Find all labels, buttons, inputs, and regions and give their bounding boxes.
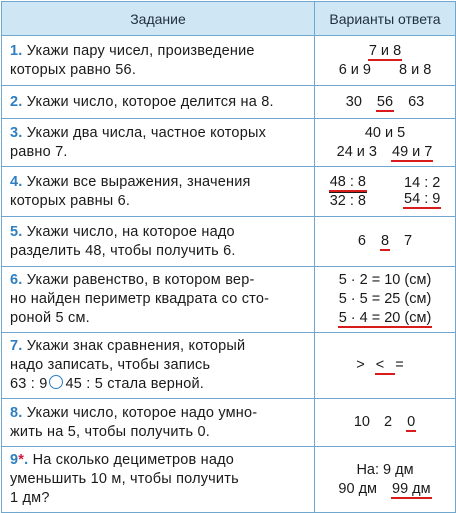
answer-cell: $\frac{48 : 8}{32 : 8}$ 14 : 2 54 : 9 [315,167,456,217]
chosen-answer: 0 [407,414,416,430]
answer-cell: 10 2 0 [315,399,456,447]
table-row [2,333,456,399]
chosen-answer: 5 · 4 = 20 (см) [338,310,432,326]
answer-cell: ><= [315,333,456,399]
table-row [2,86,456,119]
table-row [2,36,456,86]
table-header [2,2,456,36]
task-table [1,1,456,513]
task-cell: 8. Укажи число, которое надо умно- жить на 5, чтобы получить 0. [2,399,315,447]
task-cell: 1. Укажи пару чисел, произведение которых равно 56. [2,36,315,86]
chosen-answer: 54 : 9 [404,190,441,207]
chosen-answer: < [375,357,395,373]
task-cell: 5. Укажи число, на которое надо разделить 48, чтобы получить 6. [2,217,315,267]
header-answers: Варианты ответа [315,2,456,36]
task-number: 1. [10,42,23,59]
task-cell: 2. Укажи число, которое делится на 8. [2,86,315,119]
table-row [2,399,456,447]
chosen-answer: 48 : 8 [329,174,366,190]
answer-cell: На: 9 дм 90 дм 99 дм [315,447,456,513]
task-cell: 9*. На сколько дециметров надо уменьшить 10 м, чтобы получить 1 дм? [2,447,315,513]
table-row [2,217,456,267]
answer-cell: 30 56 63 [315,86,456,119]
task-cell: 6. Укажи равенство, в котором вер- но найден периметр квадрата со сто- роной 5 см. [2,267,315,333]
table-row [2,447,456,513]
table-row [2,119,456,167]
chosen-answer: 7 и 8 [368,42,402,59]
circle-icon [49,375,63,389]
table-row [2,167,456,217]
worksheet [1,1,455,506]
answer-cell: 5 · 2 = 10 (см) 5 · 5 = 25 (см) 5 · 4 = 20 (см) [315,267,456,333]
task-cell: 7. Укажи знак сравнения, который надо записать, чтобы запись 63 : 9 45 : 5 стала верной. [2,333,315,399]
chosen-answer: 99 дм [392,480,431,497]
answer-cell: 40 и 5 24 и 3 49 и 7 [315,119,456,167]
answer-cell: 6 8 7 [315,217,456,267]
chosen-answer: 56 [376,93,394,110]
task-cell: 4. Укажи все выражения, значения которых равны 6. [2,167,315,217]
chosen-answer: 8 [380,233,390,249]
answer-cell: 7 и 8 6 и 9 8 и 8 [315,36,456,86]
table-row [2,267,456,333]
header-task: Задание [2,2,315,36]
chosen-answer: 49 и 7 [392,143,433,160]
task-cell: 3. Укажи два числа, частное которых равно 7. [2,119,315,167]
